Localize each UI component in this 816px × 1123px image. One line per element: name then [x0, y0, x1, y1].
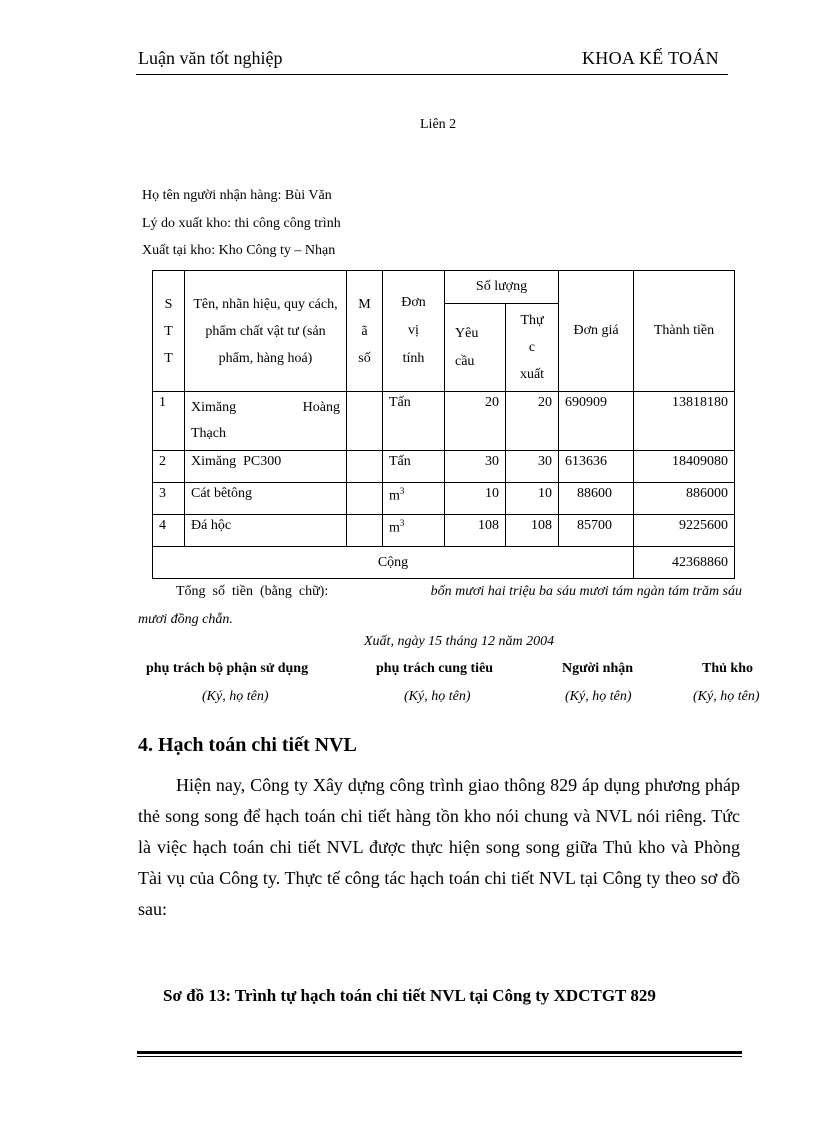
receiver-line: Họ tên người nhận hàng: Bùi Văn: [142, 188, 332, 203]
row-amount: 18409080: [634, 451, 735, 483]
row-requested: 108: [445, 515, 506, 547]
row-unit: $m^3$: [383, 483, 445, 515]
warehouse-line: Xuất tại kho: Kho Công ty – Nhạn: [142, 243, 336, 258]
table-header-row: [153, 271, 735, 304]
row-stt: 2: [153, 451, 185, 483]
total-amount: 42368860: [634, 547, 735, 579]
row-actual: 20: [506, 392, 559, 451]
table-row: [153, 515, 735, 547]
row-unit: Tấn: [383, 392, 445, 451]
header-requested: Yêu cầu: [445, 304, 506, 392]
row-name: Đá hộc: [185, 515, 347, 547]
row-code: [347, 392, 383, 451]
signature-note-usage-dept: (Ký, họ tên): [202, 689, 269, 704]
amount-in-words-label: Tổng số tiền (bằng chữ):: [176, 584, 329, 599]
table-row: [153, 392, 735, 451]
row-amount: 9225600: [634, 515, 735, 547]
header-price: Đơn giá: [559, 271, 634, 392]
row-stt: 4: [153, 515, 185, 547]
footer-rule-thin: [137, 1056, 742, 1057]
amount-in-words-value-2: mươi đồng chẵn.: [138, 612, 233, 627]
row-actual: 108: [506, 515, 559, 547]
row-code: [347, 483, 383, 515]
row-actual: 10: [506, 483, 559, 515]
signature-note-storekeeper: (Ký, họ tên): [693, 689, 760, 704]
table-row: [153, 483, 735, 515]
issue-date: Xuất, ngày 15 tháng 12 năm 2004: [364, 634, 555, 649]
signature-role-supply: phụ trách cung tiêu: [376, 661, 494, 676]
diagram-title: Sơ đồ 13: Trình tự hạch toán chi tiết NVL tại Công ty XDCTGT 829: [163, 986, 656, 1005]
row-stt: 1: [153, 392, 185, 451]
signature-note-supply: (Ký, họ tên): [404, 689, 471, 704]
header-actual: Thự c xuất: [506, 304, 559, 392]
row-requested: 10: [445, 483, 506, 515]
copy-label: Liên 2: [420, 117, 457, 132]
row-requested: 20: [445, 392, 506, 451]
header-rule: [136, 74, 728, 75]
row-name: Cát bêtông: [185, 483, 347, 515]
header-stt: S T T: [153, 271, 185, 392]
row-stt: 3: [153, 483, 185, 515]
row-unit: $m^3$: [383, 515, 445, 547]
header-code: M ã số: [347, 271, 383, 392]
header-right-title: KHOA KẾ TOÁN: [582, 48, 719, 68]
signature-role-storekeeper: Thủ kho: [702, 661, 753, 676]
signature-note-receiver: (Ký, họ tên): [565, 689, 632, 704]
row-price: 85700: [559, 515, 634, 547]
section-title: 4. Hạch toán chi tiết NVL: [138, 734, 357, 756]
row-price: 690909: [559, 392, 634, 451]
header-unit: Đơn vị tính: [383, 271, 445, 392]
signature-role-usage-dept: phụ trách bộ phận sử dụng: [146, 661, 309, 676]
row-actual: 30: [506, 451, 559, 483]
row-code: [347, 515, 383, 547]
row-amount: 886000: [634, 483, 735, 515]
row-price: 613636: [559, 451, 634, 483]
goods-issue-table: [152, 270, 735, 579]
header-left-title: Luận văn tốt nghiệp: [138, 48, 283, 68]
total-label: Cộng: [153, 547, 634, 579]
table-row: [153, 451, 735, 483]
row-code: [347, 451, 383, 483]
row-name: Ximăng PC300: [185, 451, 347, 483]
reason-line: Lý do xuất kho: thi công công trình: [142, 216, 341, 231]
row-requested: 30: [445, 451, 506, 483]
header-name: Tên, nhãn hiệu, quy cách, phẩm chất vật tư (sản phẩm, hàng hoá): [185, 271, 347, 392]
row-amount: 13818180: [634, 392, 735, 451]
row-price: 88600: [559, 483, 634, 515]
row-unit: Tấn: [383, 451, 445, 483]
header-quantity: Số lượng: [445, 271, 559, 304]
body-paragraph: Hiện nay, Công ty Xây dựng công trình giao thông 829 áp dụng phương pháp thẻ song song để hạch toán chi tiết hàng tồn kho nói chung và NVL nói riêng. Tức là việc hạch toán chi tiết NVL được thực hiện song song giữa Thủ kho và Phòng Tài vụ của Công ty. Thực tế công tác hạch toán chi tiết NVL tại Công ty theo sơ đồ sau:: [138, 775, 740, 919]
row-name: Ximăng Hoàng Thạch: [185, 392, 347, 451]
table-total-row: [153, 547, 735, 579]
amount-in-words-value-1: bốn mươi hai triệu ba sáu mươi tám ngàn tám trăm sáu: [430, 584, 742, 599]
footer-rule-thick: [137, 1051, 742, 1054]
header-amount: Thành tiền: [634, 271, 735, 392]
signature-role-receiver: Người nhận: [562, 661, 634, 676]
amount-in-words: [138, 578, 742, 634]
